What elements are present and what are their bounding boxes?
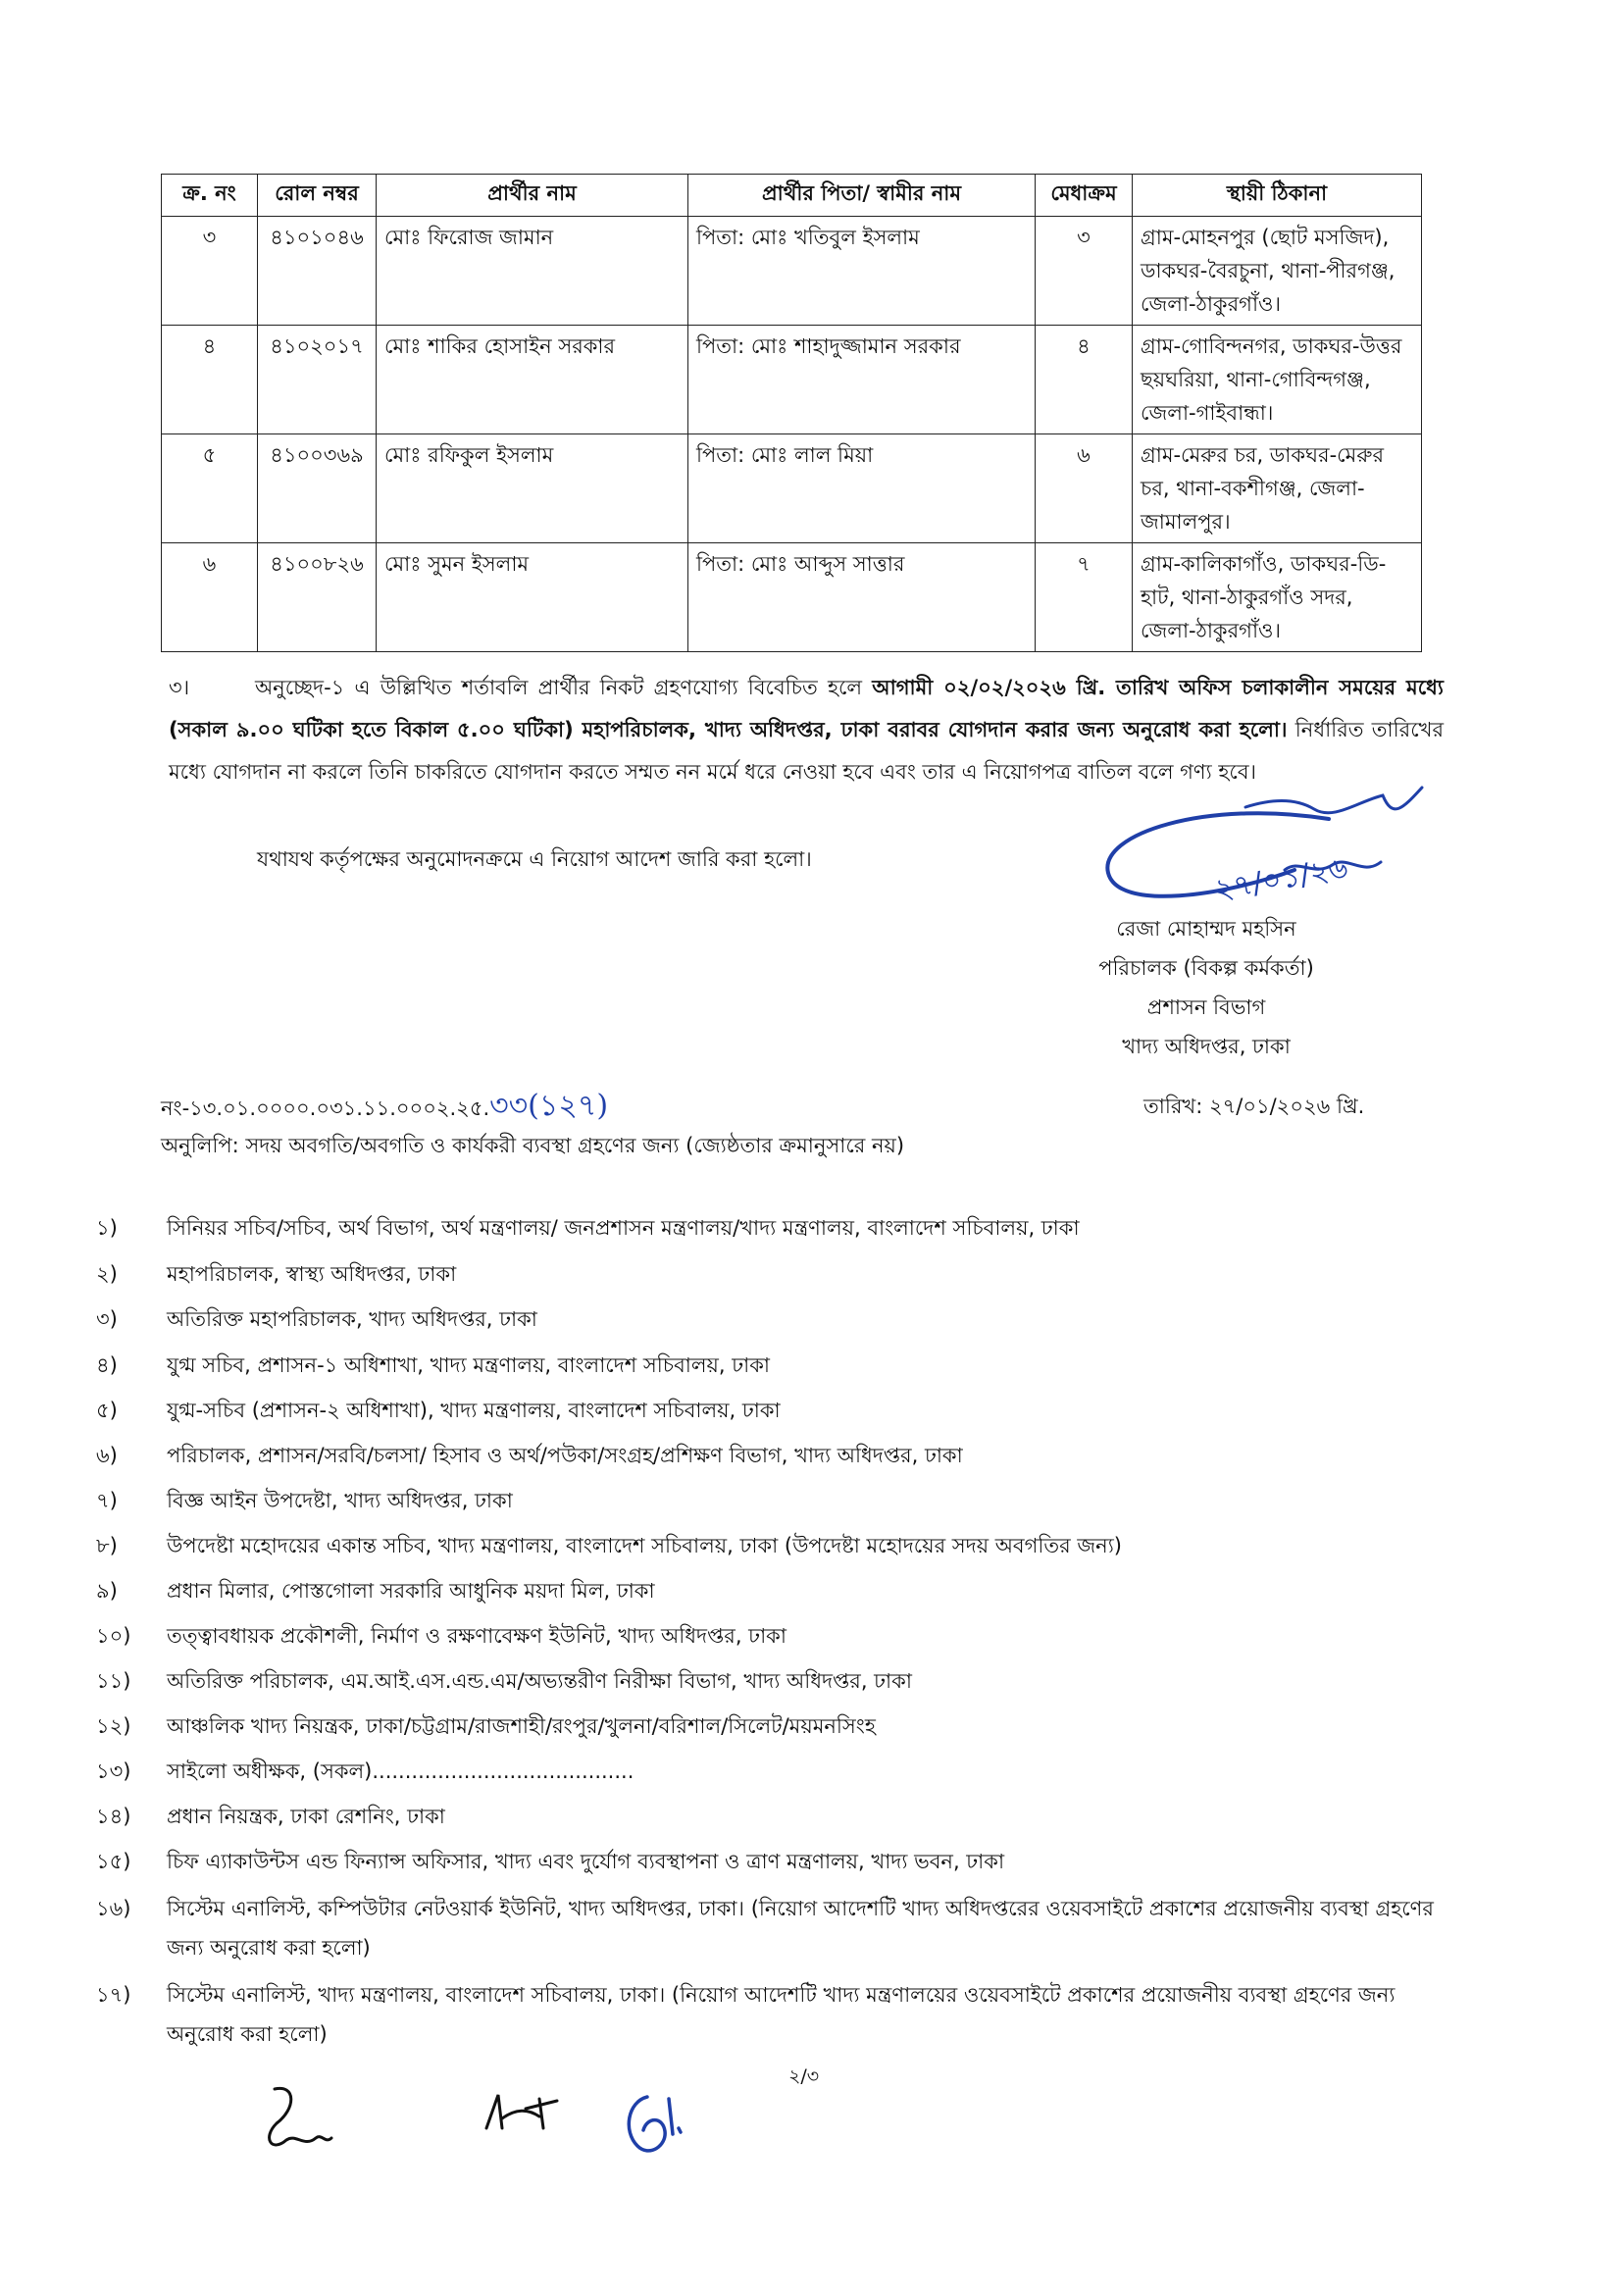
approval-line: যথাযথ কর্তৃপক্ষের অনুমোদনক্রমে এ নিয়োগ আদেশ জারি করা হলো। [257,847,812,871]
paragraph-number: ৩। [169,676,190,699]
list-item-text: আঞ্চলিক খাদ্য নিয়ন্ত্রক, ঢাকা/চট্টগ্রাম/রাজশাহী/রংপুর/খুলনা/বরিশাল/সিলেট/ময়মনসিংহ [167,1714,876,1738]
cell-father: পিতা: মোঃ লাল মিয়া [688,434,1036,543]
table-row [162,543,1422,652]
cell-address: গ্রাম-মোহনপুর (ছোট মসজিদ), ডাকঘর-বৈরচুনা, থানা-পীরগঞ্জ, জেলা-ঠাকুরগাঁও। [1133,217,1422,326]
list-item [96,1300,1442,1339]
list-item-text: প্রধান নিয়ন্ত্রক, ঢাকা রেশনিং, ঢাকা [167,1805,445,1828]
paragraph-text-tail: নির্ধারিত তারিখের মধ্যে যোগদান না করলে তিনি চাকরিতে যোগদান করতে সম্মত নন মর্মে ধরে নেওয়া হবে এবং তার এ নিয়োগপত্র বাতিল বলে গণ্য হবে। [169,718,1444,784]
list-item-number: ২) [96,1262,118,1286]
cell-merit: ৬ [1036,434,1133,543]
list-item-text: যুগ্ম সচিব, প্রশাসন-১ অধিশাখা, খাদ্য মন্ত্রণালয়, বাংলাদেশ সচিবালয়, ঢাকা [167,1353,770,1377]
list-item-number: ১০) [96,1624,131,1648]
cell-father: পিতা: মোঃ খতিবুল ইসলাম [688,217,1036,326]
list-item [96,1481,1442,1520]
list-item-number: ৩) [96,1307,118,1331]
col-header-serial: ক্র. নং [162,175,258,217]
cell-roll: ৪১০০৩৬৯ [258,434,377,543]
list-item-text: মহাপরিচালক, স্বাস্থ্য অধিদপ্তর, ঢাকা [167,1262,457,1286]
list-item-text: সাইলো অধীক্ষক, (সকল)........................................ [167,1759,634,1783]
signatory-office: খাদ্য অধিদপ্তর, ঢাকা [1122,1035,1291,1058]
cell-name: মোঃ ফিরোজ জামান [377,217,688,326]
signatory-division: প্রশাসন বিভাগ [1146,995,1266,1019]
list-item-number: ১৭) [96,1983,131,2007]
list-item-number: ৭) [96,1489,118,1512]
list-item-text: প্রধান মিলার, পোস্তগোলা সরকারি আধুনিক ময়দা মিল, ঢাকা [167,1579,655,1603]
cell-roll: ৪১০২০১৭ [258,326,377,434]
list-item-text: যুগ্ম-সচিব (প্রশাসন-২ অধিশাখা), খাদ্য মন্ত্রণালয়, বাংলাদেশ সচিবালয়, ঢাকা [167,1399,781,1422]
memo-handwritten-number: ৩৩(১২৭) [489,1089,609,1123]
cell-serial: ৬ [162,543,258,652]
list-item-number: ৬) [96,1444,118,1467]
cell-merit: ৭ [1036,543,1133,652]
list-item-number: ৮) [96,1534,118,1557]
list-item-text: তত্ত্বাবধায়ক প্রকৌশলী, নির্মাণ ও রক্ষণাবেক্ষণ ইউনিট, খাদ্য অধিদপ্তর, ঢাকা [167,1624,787,1648]
list-item-text: বিজ্ঞ আইন উপদেষ্টা, খাদ্য অধিদপ্তর, ঢাকা [167,1489,513,1512]
list-item [96,1436,1442,1475]
col-header-roll: রোল নম্বর [258,175,377,217]
cell-roll: ৪১০০৮২৬ [258,543,377,652]
cell-father: পিতা: মোঃ শাহাদুজ্জামান সরকার [688,326,1036,434]
paragraph-text: অনুচ্ছেদ-১ এ উল্লিখিত শর্তাবলি প্রার্থীর নিকট গ্রহণযোগ্য বিবেচিত হলে [255,676,873,699]
list-item [96,1707,1442,1746]
list-item [96,1254,1442,1294]
list-item [96,1661,1442,1701]
col-header-merit: মেধাক্রম [1036,175,1133,217]
memo-number-line [161,1087,608,1128]
list-item-number: ১২) [96,1714,131,1738]
signatory-designation: পরিচালক (বিকল্প কর্মকর্তা) [1098,956,1314,980]
cell-roll: ৪১০১০৪৬ [258,217,377,326]
table-row [162,326,1422,434]
cell-father: পিতা: মোঃ আব্দুস সাত্তার [688,543,1036,652]
list-item [96,1346,1442,1385]
cell-merit: ৪ [1036,326,1133,434]
initial-signature-2 [479,2089,567,2148]
list-item-number: ৯) [96,1579,118,1603]
cell-name: মোঃ রফিকুল ইসলাম [377,434,688,543]
list-item-text: সিস্টেম এনালিস্ট, কম্পিউটার নেটওয়ার্ক ইউনিট, খাদ্য অধিদপ্তর, ঢাকা। (নিয়োগ আদেশটি খাদ্য অধিদপ্তরের ওয়েবসাইটে প্রকাশের প্রয়োজনীয় ব্যবস্থা গ্রহণের জন্য অনুরোধ করা হলো) [167,1897,1434,1960]
list-item-text: অতিরিক্ত পরিচালক, এম.আই.এস.এন্ড.এম/অভ্যন্তরীণ নিরীক্ষা বিভাগ, খাদ্য অধিদপ্তর, ঢাকা [167,1669,912,1693]
memo-date: তারিখ: ২৭/০১/২০২৬ খ্রি. [1143,1095,1365,1118]
list-item [96,1391,1442,1430]
paragraph-bold-text: আগামী ০২/০২/২০২৬ খ্রি. তারিখ অফিস চলাকালীন সময়ের মধ্যে (সকাল ৯.০০ ঘটিকা হতে বিকাল ৫.০০ ঘটিকা) মহাপরিচালক, খাদ্য অধিদপ্তর, ঢাকা বরাবর যোগদান করার জন্য অনুরোধ করা হলো। [169,676,1444,741]
list-item [96,1752,1442,1791]
list-item [96,1526,1442,1565]
table-row [162,217,1422,326]
cc-title: অনুলিপি: সদয় অবগতি/অবগতি ও কার্যকরী ব্যবস্থা গ্রহণের জন্য (জ্যেষ্ঠতার ক্রমানুসারে নয়) [161,1134,905,1157]
list-item-text: চিফ এ্যাকাউন্টস এন্ড ফিন্যান্স অফিসার, খাদ্য এবং দুর্যোগ ব্যবস্থাপনা ও ত্রাণ মন্ত্রণালয়, খাদ্য ভবন, ঢাকা [167,1850,1005,1873]
list-item-number: ১৬) [96,1897,131,1920]
initial-signature-1 [257,2079,335,2158]
candidate-table [161,174,1422,652]
page-number: ২/৩ [788,2065,820,2087]
list-item-text: সিনিয়র সচিব/সচিব, অর্থ বিভাগ, অর্থ মন্ত্রণালয়/ জনপ্রশাসন মন্ত্রণালয়/খাদ্য মন্ত্রণালয়, বাংলাদেশ সচিবালয়, ঢাকা [167,1216,1080,1240]
signature-date-handwritten: ২৭/০১/২৬ [1211,850,1351,908]
list-item-number: ১৩) [96,1759,131,1783]
cell-serial: ৪ [162,326,258,434]
signatory-name: রেজা মোহাম্মদ মহসিন [1116,917,1296,941]
list-item [96,1889,1442,1967]
list-item-text: উপদেষ্টা মহোদয়ের একান্ত সচিব, খাদ্য মন্ত্রণালয়, বাংলাদেশ সচিবালয়, ঢাকা (উপদেষ্টা মহোদয়ের সদয় অবগতির জন্য) [167,1534,1122,1557]
col-header-father: প্রার্থীর পিতা/ স্বামীর নাম [688,175,1036,217]
list-item-text: পরিচালক, প্রশাসন/সরবি/চলসা/ হিসাব ও অর্থ/পউকা/সংগ্রহ/প্রশিক্ষণ বিভাগ, খাদ্য অধিদপ্তর, ঢাকা [167,1444,963,1467]
list-item-text: অতিরিক্ত মহাপরিচালক, খাদ্য অধিদপ্তর, ঢাকা [167,1307,537,1331]
list-item-number: ৪) [96,1353,118,1377]
list-item [96,1797,1442,1836]
list-item-number: ১১) [96,1669,131,1693]
list-item [96,1616,1442,1656]
memo-number: নং-১৩.০১.০০০০.০৩১.১১.০০০২.২৫. [161,1096,490,1120]
list-item-text: সিস্টেম এনালিস্ট, খাদ্য মন্ত্রণালয়, বাংলাদেশ সচিবালয়, ঢাকা। (নিয়োগ আদেশটি খাদ্য মন্ত্রণালয়ের ওয়েবসাইটে প্রকাশের প্রয়োজনীয় ব্যবস্থা গ্রহণের জন্য অনুরোধ করা হলো) [167,1983,1396,2046]
list-item [96,1571,1442,1610]
initial-signature-3 [618,2087,706,2166]
cell-serial: ৫ [162,434,258,543]
cell-name: মোঃ সুমন ইসলাম [377,543,688,652]
list-item-number: ১৫) [96,1850,131,1873]
cell-name: মোঃ শাকির হোসাইন সরকার [377,326,688,434]
cell-address: গ্রাম-গোবিন্দনগর, ডাকঘর-উত্তর ছয়ঘরিয়া, থানা-গোবিন্দগঞ্জ, জেলা-গাইবান্ধা। [1133,326,1422,434]
list-item-number: ৫) [96,1399,118,1422]
list-item [96,1208,1442,1248]
list-item-number: ১৪) [96,1805,131,1828]
cell-address: গ্রাম-মেরুর চর, ডাকঘর-মেরুর চর, থানা-বকশীগঞ্জ, জেলা-জামালপুর। [1133,434,1422,543]
list-item [96,1842,1442,1881]
paragraph-3 [169,667,1444,793]
list-item-number: ১) [96,1216,118,1240]
list-item [96,1975,1442,2054]
table-header-row [162,175,1422,217]
col-header-address: স্থায়ী ঠিকানা [1133,175,1422,217]
col-header-name: প্রার্থীর নাম [377,175,688,217]
cell-serial: ৩ [162,217,258,326]
table-row [162,434,1422,543]
cell-merit: ৩ [1036,217,1133,326]
cell-address: গ্রাম-কালিকাগাঁও, ডাকঘর-ডি-হাট, থানা-ঠাকুরগাঁও সদর, জেলা-ঠাকুরগাঁও। [1133,543,1422,652]
signatory-block [1059,909,1353,1066]
